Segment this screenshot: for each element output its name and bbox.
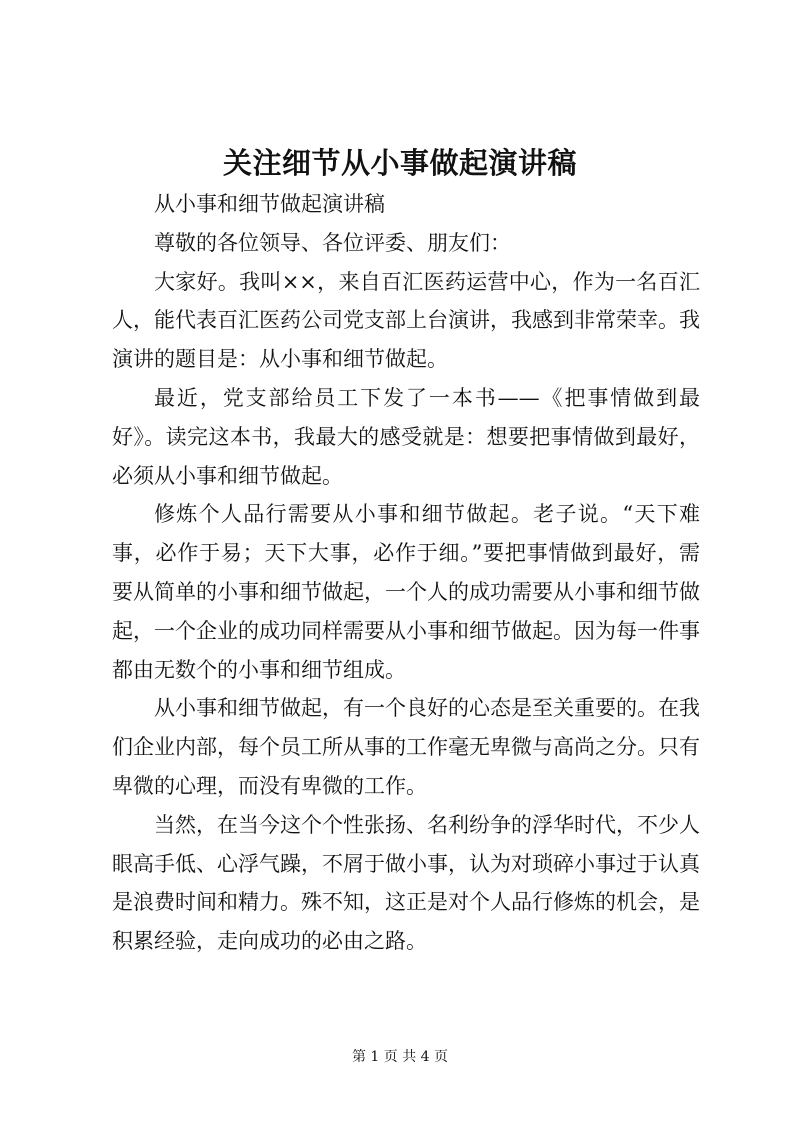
- paragraph-salutation: 尊敬的各位领导、各位评委、朋友们：: [154, 230, 511, 255]
- paragraph-book: 最近，党支部给员工下发了一本书——《把事情做到最好》。读完这本书，我最大的感受就是：想要把事情做到最好，必须从小事和细节做起。: [112, 385, 700, 488]
- document-title: 关注细节从小事做起演讲稿: [222, 146, 577, 180]
- page-number-footer: 第 1 页 共 4 页: [351, 1049, 449, 1065]
- paragraph-self-cultivation: 修炼个人品行需要从小事和细节做起。老子说。“天下难事，必作于易；天下大事，必作于细。”要把事情做到最好，需要从简单的小事和细节做起，一个人的成功需要从小事和细节做起，一个企业的成功同样需要从小事和细节做起。因为每一件事都由无数个的小事和细节组成。: [112, 502, 700, 682]
- document-body: [112, 185, 700, 961]
- paragraph-subtitle: 从小事和细节做起演讲稿: [154, 192, 385, 216]
- paragraph-conclusion: 当然，在当今这个个性张扬、名利纷争的浮华时代，不少人眼高手低、心浮气躁，不屑于做小事，认为对琐碎小事过于认真是浪费时间和精力。殊不知，这正是对个人品行修炼的机会，是积累经验，走向成功的必由之路。: [112, 812, 700, 954]
- paragraph-attitude: 从小事和细节做起，有一个良好的心态是至关重要的。在我们企业内部，每个员工所从事的工作毫无卑微与高尚之分。只有卑微的心理，而没有卑微的工作。: [112, 696, 700, 798]
- paragraph-introduction: 大家好。我叫××，来自百汇医药运营中心，作为一名百汇人，能代表百汇医药公司党支部上台演讲，我感到非常荣幸。我演讲的题目是：从小事和细节做起。: [112, 269, 700, 372]
